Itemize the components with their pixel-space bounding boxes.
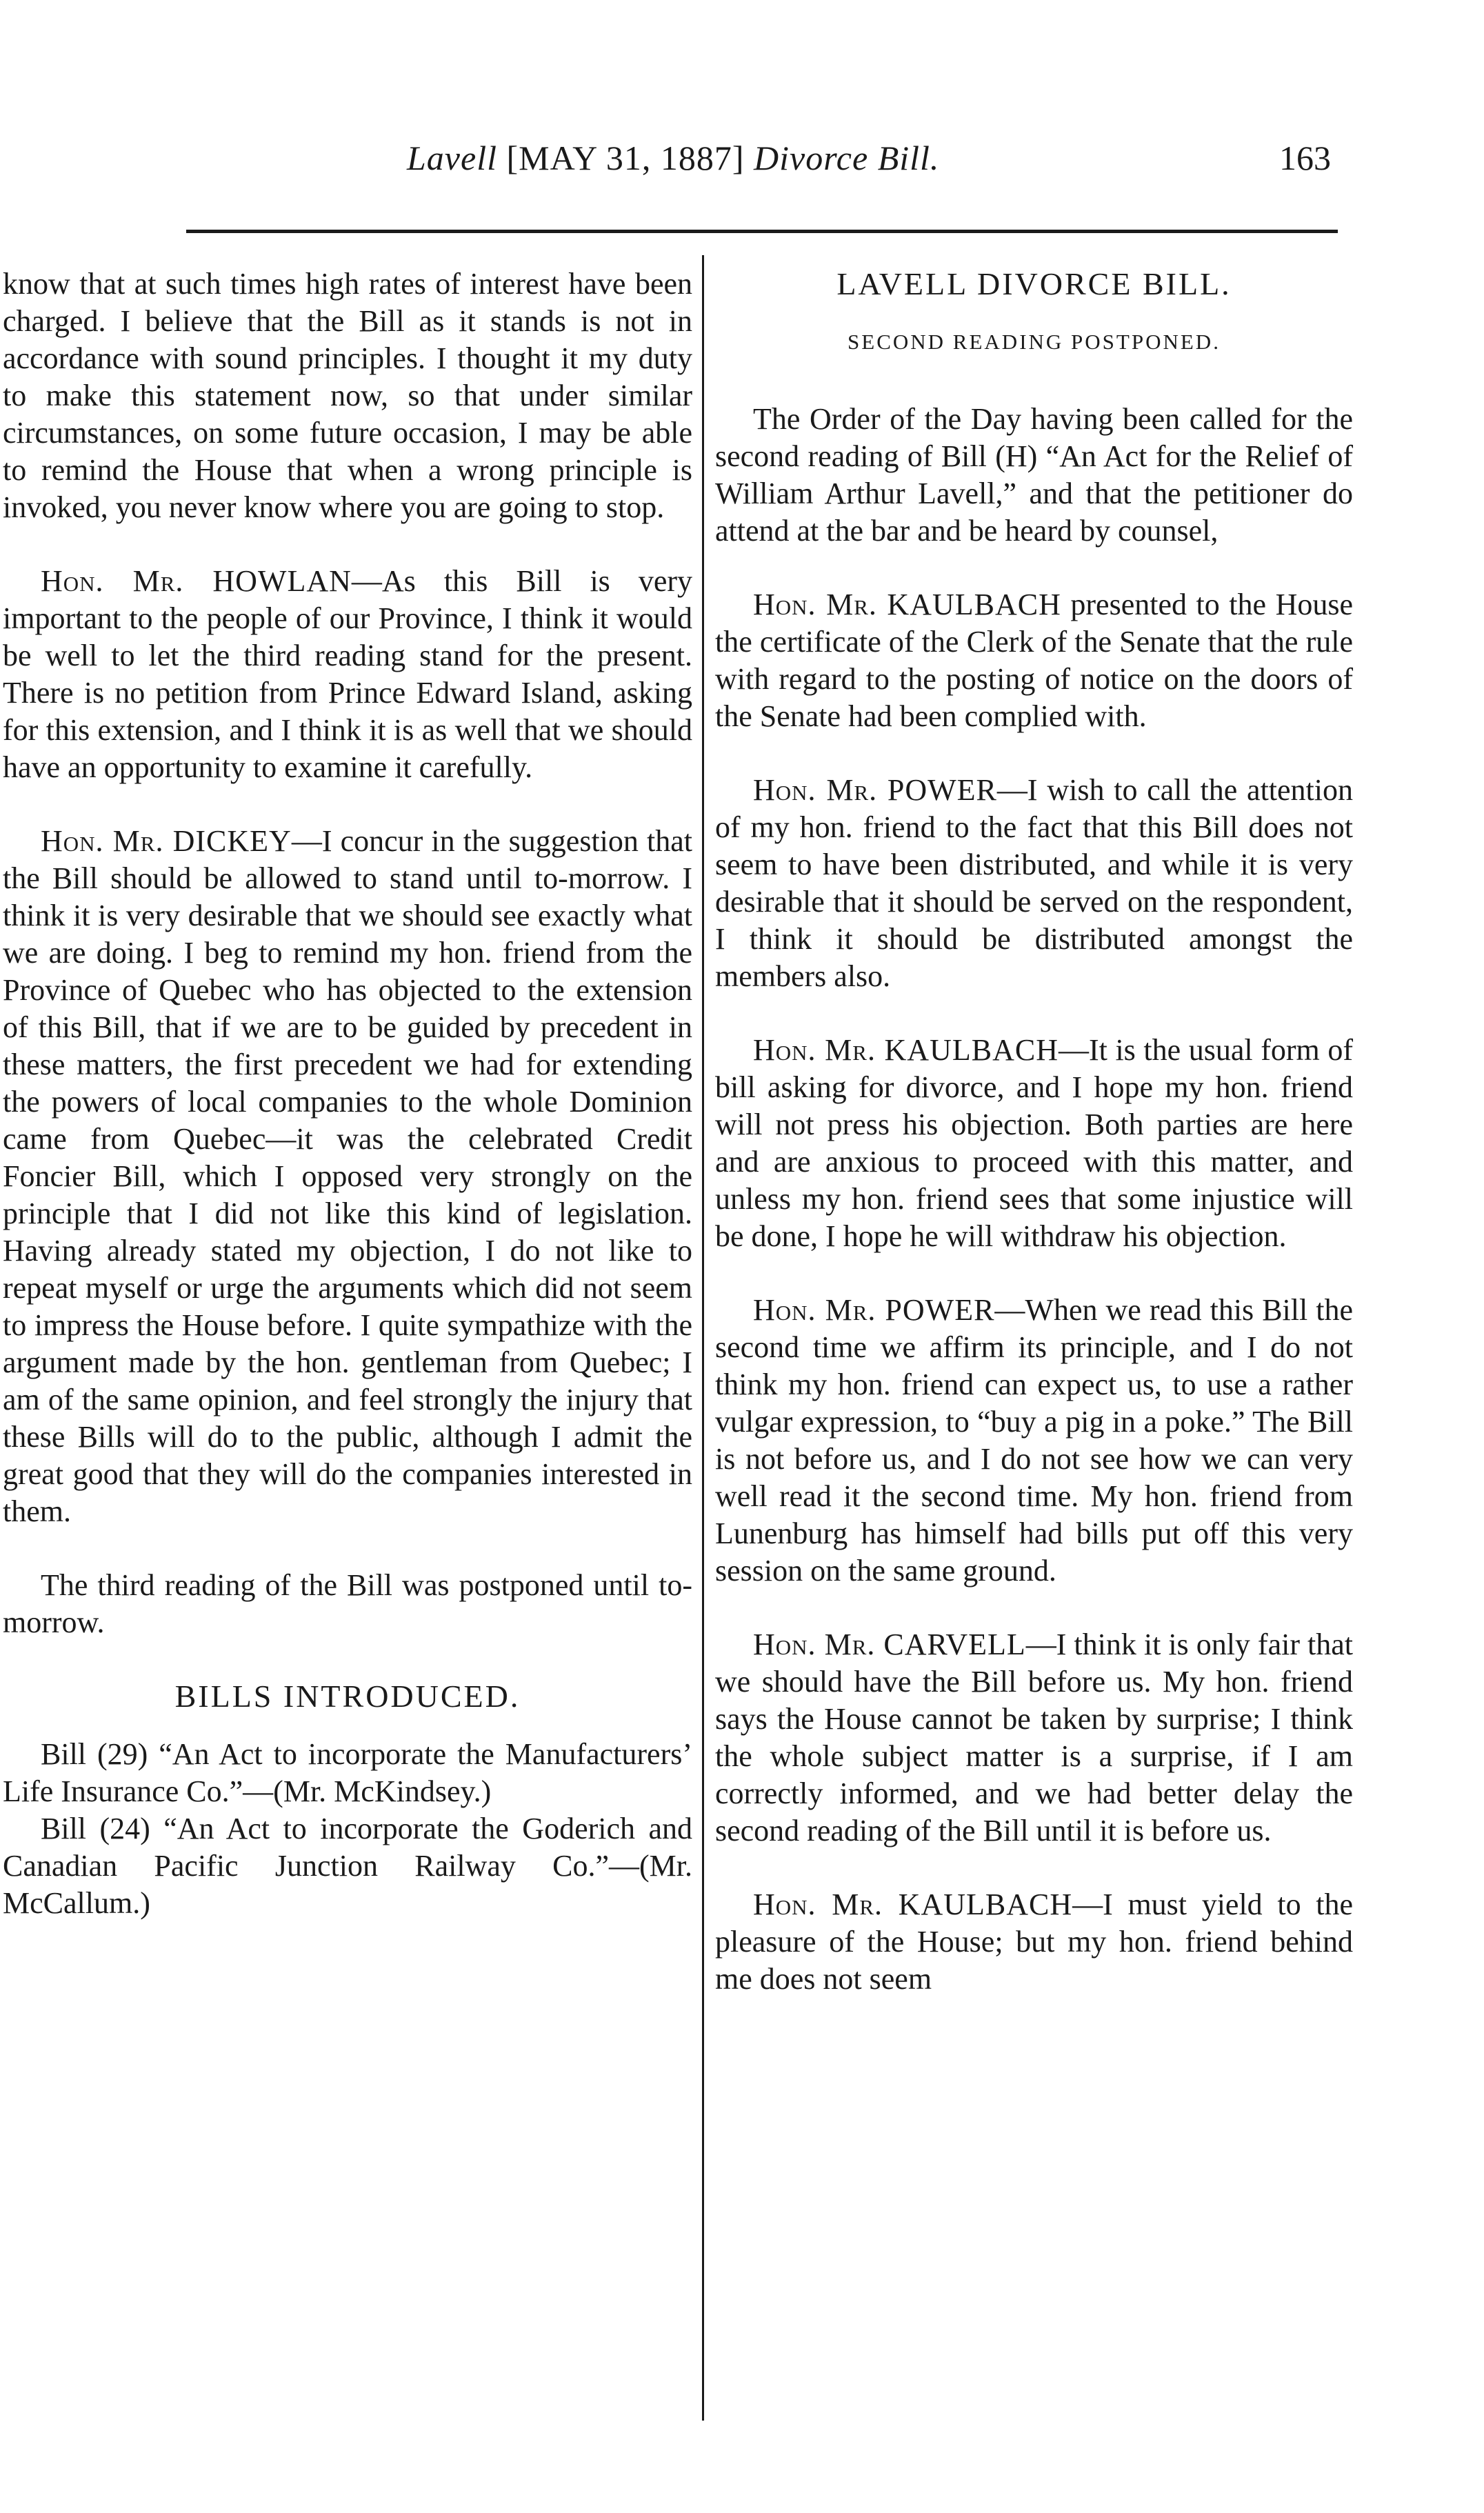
speaker-name: Hon. Mr. CARVELL: [753, 1628, 1026, 1661]
running-title-right: Divorce Bill.: [754, 139, 940, 177]
left-column: [3, 266, 692, 1922]
speech-text: —I wish to call the attention of my hon. friend to the fact that this Bill does not seem to have been distributed, and while it is very desirable that it should be served on the respondent, I think it should be distributed amongst the members also.: [715, 773, 1353, 993]
speech-power: [715, 772, 1353, 995]
speech-text: —As this Bill is very important to the people of our Province, I think it would be well to let the third reading stand for the present. There is no petition from Prince Edward Island, asking for this extension, and I think it is as well that we should have an opportunity to examine it carefully.: [3, 564, 693, 784]
speech-text: —I concur in the suggestion that the Bill should be allowed to stand until to-morrow. I think it is very desirable that we should see exactly what we are doing. I beg to remind my hon. friend from the Province of Quebec who has objected to the extension of this Bill, that if we are to be guided by precedent in these matters, the first precedent we had for extending the powers of local companies to the whole Dominion came from Quebec—it was the celebrated Credit Foncier Bill, which I opposed very strongly on the principle that I did not like this kind of legislation. Having already stated my objection, I do not like to repeat myself or urge the arguments which did not seem to impress the House before. I quite sympathize with the argument made by the hon. gentleman from Quebec; I am of the same opinion, and feel strongly the injury that these Bills will do to the public, although I admit the great good that they will do the companies interested in them.: [3, 824, 692, 1528]
speech-howlan: [3, 563, 692, 786]
page-number: 163: [1279, 139, 1331, 177]
speaker-name: Hon. Mr. POWER: [753, 1293, 995, 1327]
speaker-name: Hon. Mr. KAULBACH: [753, 1888, 1073, 1921]
speech-kaulbach: [715, 586, 1353, 735]
speech-text: —I must yield to the pleasure of the House; but my hon. friend behind me does not seem: [715, 1888, 1353, 1996]
paragraph-order: The Order of the Day having been called for the second reading of Bill (H) “An Act for the Relief of William Arthur Lavell,” and that the petitioner do attend at the bar and be heard by counsel,: [715, 402, 1353, 548]
speech-power: [715, 1292, 1353, 1590]
speech-kaulbach: [715, 1032, 1353, 1255]
speaker-name: Hon. Mr. HOWLAN: [41, 564, 352, 598]
bill-entry: Bill (24) “An Act to incorporate the Goderich and Canadian Pacific Junction Railway Co.”—(Mr. McCallum.): [3, 1812, 692, 1920]
bill-entry: Bill (29) “An Act to incorporate the Manufacturers’ Life Insurance Co.”—(Mr. McKindsey.): [3, 1737, 692, 1808]
running-title: [407, 138, 939, 178]
page-header: [193, 138, 1331, 193]
speaker-name: Hon. Mr. POWER: [753, 773, 997, 807]
paragraph-continuation: know that at such times high rates of interest have been charged. I believe that the Bill as it stands is not in accordance with sound principles. I thought it my duty to make this statement now, so that under similar circumstances, on some future occasion, I may be able to remind the House that when a wrong principle is invoked, you never know where you are going to stop.: [3, 267, 692, 524]
column-divider: [702, 255, 704, 2421]
running-title-date: [MAY 31, 1887]: [506, 139, 745, 177]
speaker-name: Hon. Mr. KAULBACH: [753, 588, 1061, 621]
speaker-name: Hon. Mr. DICKEY: [41, 824, 292, 858]
speech-text: —When we read this Bill the second time we affirm its principle, and I do not think my hon. friend can expect us, to use a rather vulgar expression, to “buy a pig in a poke.” The Bill is not before us, and I do not see how we can very well read it the second time. My hon. friend from Lunenburg has himself had bills put off this very session on the same ground.: [715, 1293, 1353, 1588]
right-column: [715, 266, 1353, 1998]
speech-dickey: [3, 823, 692, 1530]
section-heading-bills: BILLS INTRODUCED.: [174, 1679, 521, 1714]
paragraph-postponed: The third reading of the Bill was postponed until to-morrow.: [3, 1568, 692, 1639]
speech-text: —It is the usual form of bill asking for divorce, and I hope my hon. friend will not press his objection. Both parties are here and are anxious to proceed with this matter, and unless my hon. friend sees that some injustice will be done, I hope he will withdraw his objection.: [715, 1033, 1353, 1253]
section-subheading: SECOND READING POSTPONED.: [848, 330, 1221, 354]
speech-carvell: [715, 1626, 1353, 1850]
running-title-left: Lavell: [407, 139, 497, 177]
speech-text: presented to the House the certificate of the Clerk of the Senate that the rule with regard to the posting of notice on the doors of the Senate had been complied with.: [715, 588, 1353, 733]
speech-kaulbach: [715, 1886, 1353, 1998]
speaker-name: Hon. Mr. KAULBACH: [753, 1033, 1059, 1067]
speech-text: —I think it is only fair that we should have the Bill before us. My hon. friend says the House cannot be taken by surprise; I think the whole subject matter is a surprise, if I am correctly informed, and we had better delay the second reading of the Bill until it is before us.: [715, 1628, 1353, 1848]
header-rule: [186, 230, 1338, 233]
section-heading-lavell: LAVELL DIVORCE BILL.: [836, 266, 1232, 301]
